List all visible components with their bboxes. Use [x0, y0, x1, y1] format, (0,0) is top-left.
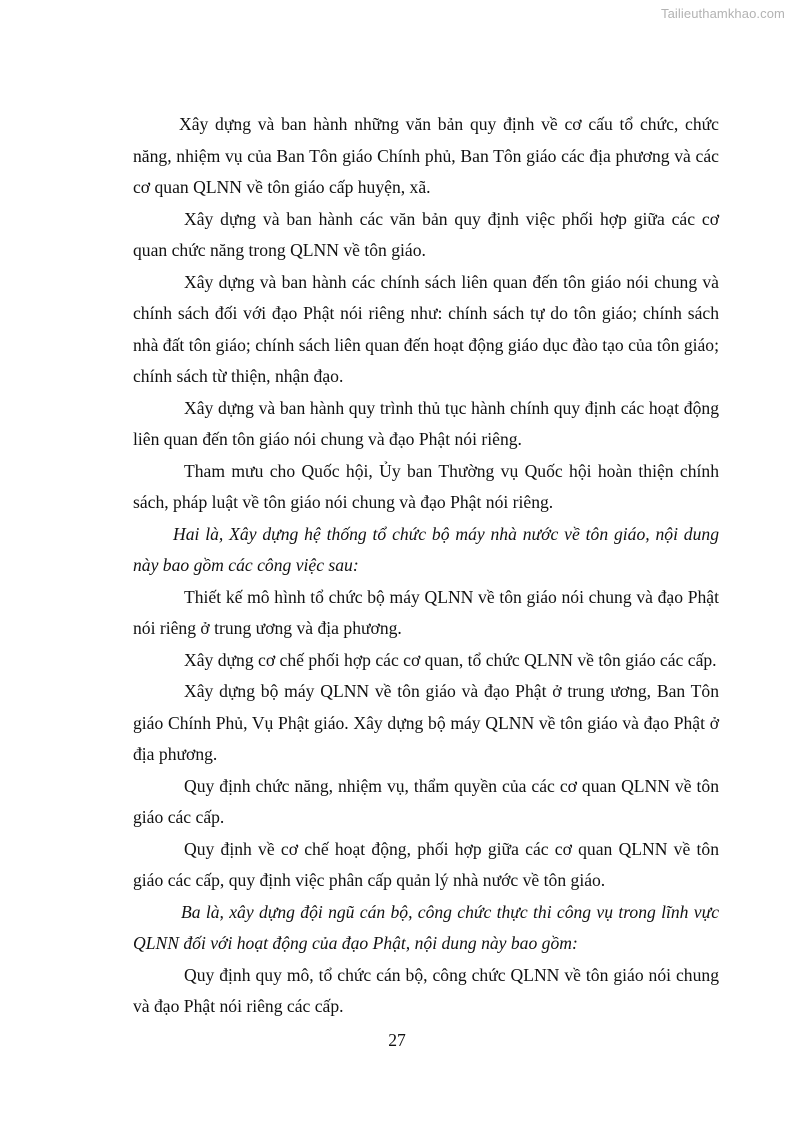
- paragraph: Xây dựng và ban hành những văn bản quy định về cơ cấu tổ chức, chức năng, nhiệm vụ của Ban Tôn giáo Chính phủ, Ban Tôn giáo các địa phương và các cơ quan QLNN về tôn giáo cấp huyện, xã.: [133, 114, 719, 197]
- page-number: 27: [388, 1030, 406, 1050]
- paragraph: Xây dựng cơ chế phối hợp các cơ quan, tổ chức QLNN về tôn giáo các cấp.: [184, 649, 717, 670]
- paragraph: Quy định về cơ chế hoạt động, phối hợp giữa các cơ quan QLNN về tôn giáo các cấp, quy định việc phân cấp quản lý nhà nước về tôn giáo.: [133, 838, 719, 890]
- paragraph: Quy định quy mô, tổ chức cán bộ, công chức QLNN về tôn giáo nói chung và đạo Phật nói riêng các cấp.: [133, 964, 719, 1016]
- section-heading-italic: Hai là, Xây dựng hệ thống tổ chức bộ máy nhà nước về tôn giáo, nội dung này bao gồm các công việc sau:: [133, 523, 719, 575]
- paragraph: Thiết kế mô hình tổ chức bộ máy QLNN về tôn giáo nói chung và đạo Phật nói riêng ở trung ương và địa phương.: [133, 586, 719, 638]
- document-body: [133, 109, 719, 1023]
- paragraph: Xây dựng bộ máy QLNN về tôn giáo và đạo Phật ở trung ương, Ban Tôn giáo Chính Phủ, Vụ Phật giáo. Xây dựng bộ máy QLNN về tôn giáo và đạo Phật ở địa phương.: [133, 681, 719, 764]
- paragraph: Quy định chức năng, nhiệm vụ, thẩm quyền của các cơ quan QLNN về tôn giáo các cấp.: [133, 775, 719, 827]
- paragraph: Xây dựng và ban hành quy trình thủ tục hành chính quy định các hoạt động liên quan đến tôn giáo nói chung và đạo Phật nói riêng.: [133, 397, 719, 449]
- paragraph: Xây dựng và ban hành các văn bản quy định việc phối hợp giữa các cơ quan chức năng trong QLNN về tôn giáo.: [133, 208, 719, 260]
- paragraph: Xây dựng và ban hành các chính sách liên quan đến tôn giáo nói chung và chính sách đối với đạo Phật nói riêng như: chính sách tự do tôn giáo; chính sách nhà đất tôn giáo; chính sách liên quan đến hoạt động giáo dục đào tạo của tôn giáo; chính sách từ thiện, nhận đạo.: [133, 271, 719, 386]
- paragraph: Tham mưu cho Quốc hội, Ủy ban Thường vụ Quốc hội hoàn thiện chính sách, pháp luật về tôn giáo nói chung và đạo Phật nói riêng.: [133, 460, 719, 512]
- watermark: Tailieuthamkhao.com: [660, 6, 785, 21]
- section-heading-italic: Ba là, xây dựng đội ngũ cán bộ, công chức thực thi công vụ trong lĩnh vực QLNN đối với hoạt động của đạo Phật, nội dung này bao gồm:: [133, 901, 719, 953]
